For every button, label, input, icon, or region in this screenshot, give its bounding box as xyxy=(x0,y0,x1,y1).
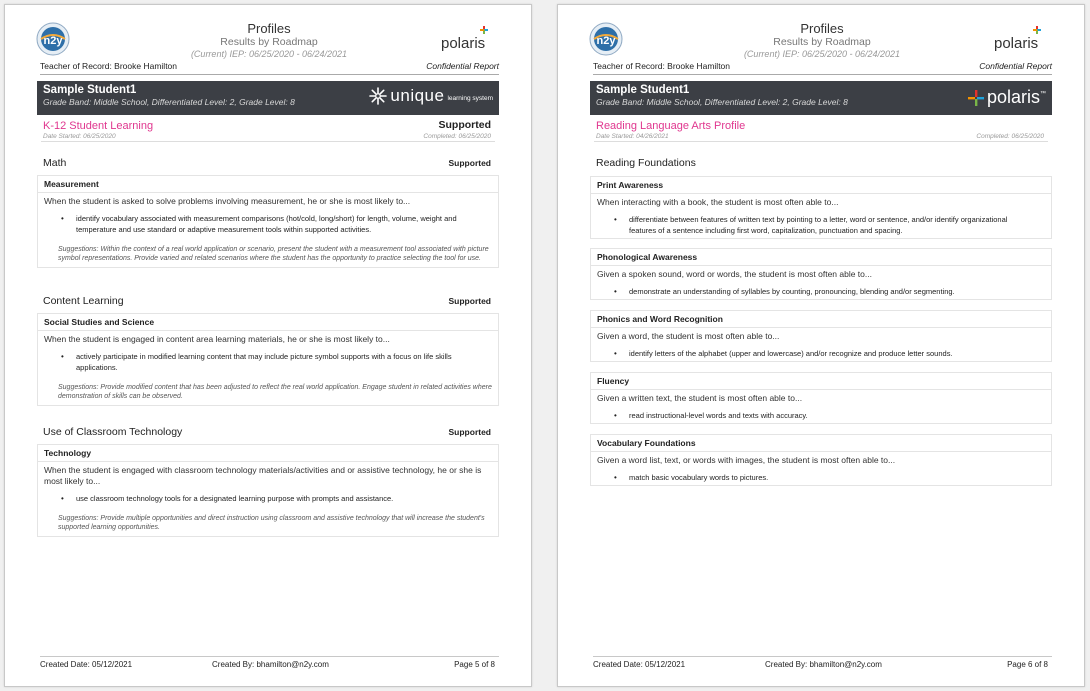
skill-list xyxy=(591,342,1051,361)
page-number: Page 6 of 8 xyxy=(1007,660,1048,669)
skill-list xyxy=(591,280,1051,299)
skill-list xyxy=(38,207,498,237)
iep-dates: (Current) IEP: 06/25/2020 - 06/24/2021 xyxy=(743,49,901,59)
skill-bullet: • use classroom technology tools for a designated learning purpose with prompts and assistance. xyxy=(68,493,468,504)
learning-area xyxy=(37,295,499,406)
skill-title: Phonics and Word Recognition xyxy=(591,311,1051,328)
skill-title: Measurement xyxy=(38,176,498,193)
skill-suggestion: Suggestions: Provide modified content that has been adjusted to reflect the real world application. Engage student in related activities where demonstration of skills can be observed. xyxy=(58,384,492,400)
skill-list xyxy=(591,208,1051,238)
area-header xyxy=(37,295,499,313)
report-title: Profiles xyxy=(800,21,844,36)
student-band xyxy=(37,81,499,115)
area-header xyxy=(37,426,499,444)
polaris-band-word: polaris xyxy=(986,87,1040,107)
skill-list xyxy=(591,404,1051,423)
report-page-6 xyxy=(557,4,1085,687)
polaris-logo-icon xyxy=(439,26,503,52)
n2y-logo-icon xyxy=(36,22,70,56)
created-date: Created Date: 05/12/2021 xyxy=(593,660,686,669)
svg-text:n2y: n2y xyxy=(43,35,63,47)
roadmap-row xyxy=(41,118,495,142)
skill-bullet: • read instructional-level words and texts with accuracy. xyxy=(621,410,1021,421)
snowflake-icon xyxy=(369,87,387,105)
teacher-of-record: Teacher of Record: Brooke Hamilton xyxy=(593,61,731,71)
unique-logo-tag: learning system xyxy=(447,94,493,102)
skill-stem: Given a word list, text, or words with images, the student is most often able to... xyxy=(597,455,896,465)
skill-box xyxy=(590,310,1052,362)
area-status: Supported xyxy=(448,427,491,437)
skill-box xyxy=(590,248,1052,300)
skill-bullet: • match basic vocabulary words to pictures. xyxy=(621,472,1021,483)
area-header xyxy=(590,157,1052,175)
learning-area xyxy=(37,426,499,537)
area-status: Supported xyxy=(448,158,491,168)
unique-logo xyxy=(369,86,493,106)
date-completed: Completed: 06/25/2020 xyxy=(976,133,1044,140)
svg-text:polaris: polaris xyxy=(994,35,1039,52)
skill-stem: Given a word, the student is most often able to... xyxy=(597,331,780,341)
report-subtitle: Results by Roadmap xyxy=(220,36,318,48)
skill-bullet: • identify letters of the alphabet (upper and lowercase) and/or recognize and produce letter sounds. xyxy=(621,348,1021,359)
iep-dates: (Current) IEP: 06/25/2020 - 06/24/2021 xyxy=(190,49,348,59)
area-status: Supported xyxy=(448,296,491,306)
roadmap-status: Supported xyxy=(438,119,491,131)
skill-box xyxy=(37,175,499,268)
teacher-line xyxy=(593,61,1052,75)
teacher-of-record: Teacher of Record: Brooke Hamilton xyxy=(40,61,178,71)
confidential-label: Confidential Report xyxy=(426,61,499,71)
teacher-line xyxy=(40,61,499,75)
report-header xyxy=(686,21,958,59)
polaris-star-icon xyxy=(968,90,984,106)
skill-list xyxy=(38,345,498,375)
svg-text:n2y: n2y xyxy=(596,35,616,47)
svg-text:polaris: polaris xyxy=(441,35,486,52)
area-name: Reading Foundations xyxy=(596,157,696,169)
skill-stem: Given a written text, the student is most often able to... xyxy=(597,393,803,403)
area-name: Content Learning xyxy=(43,295,124,307)
skill-stem: Given a spoken sound, word or words, the student is most often able to... xyxy=(597,269,872,279)
area-header xyxy=(37,157,499,175)
skill-title: Phonological Awareness xyxy=(591,249,1051,266)
skill-title: Technology xyxy=(38,445,498,462)
date-started: Date Started: 04/26/2021 xyxy=(596,133,669,140)
polaris-band-logo: polaris ™ xyxy=(968,87,1046,108)
student-name: Sample Student1 xyxy=(596,84,690,96)
skill-bullet: • actively participate in modified learning content that may include picture symbol supports with a focus on life skills applications. xyxy=(68,351,468,373)
report-subtitle: Results by Roadmap xyxy=(773,36,871,48)
skill-box xyxy=(590,176,1052,239)
created-date: Created Date: 05/12/2021 xyxy=(40,660,133,669)
report-header xyxy=(133,21,405,59)
skill-bullet: • demonstrate an understanding of syllables by counting, pronouncing, blending and/or segmenting. xyxy=(621,286,1021,297)
page-footer xyxy=(593,656,1052,670)
date-started: Date Started: 06/25/2020 xyxy=(43,133,116,140)
student-name: Sample Student1 xyxy=(43,84,137,96)
n2y-logo-icon xyxy=(589,22,623,56)
unique-logo-word: unique xyxy=(390,86,445,105)
skill-title: Print Awareness xyxy=(591,177,1051,194)
skill-stem: When the student is engaged in content area learning materials, he or she is most likely to... xyxy=(44,334,390,344)
area-name: Math xyxy=(43,157,67,169)
created-by: Created By: bhamilton@n2y.com xyxy=(765,660,882,669)
page-footer xyxy=(40,656,499,670)
learning-area xyxy=(590,157,1052,175)
confidential-label: Confidential Report xyxy=(979,61,1052,71)
skill-stem: When interacting with a book, the student is most often able to... xyxy=(597,197,839,207)
report-title: Profiles xyxy=(247,21,291,36)
skill-box xyxy=(590,434,1052,486)
skill-stem: When the student is engaged with classroom technology materials/activities and or assistive technology, he or she is most likely to... xyxy=(44,465,482,486)
page-number: Page 5 of 8 xyxy=(454,660,495,669)
student-band xyxy=(590,81,1052,115)
polaris-logo-icon xyxy=(992,26,1056,52)
roadmap-name: Reading Language Arts Profile xyxy=(596,120,746,132)
skill-title: Fluency xyxy=(591,373,1051,390)
student-grade: Grade Band: Middle School, Differentiated Level: 2, Grade Level: 8 xyxy=(596,97,848,107)
skill-list xyxy=(38,487,498,506)
skill-title: Vocabulary Foundations xyxy=(591,435,1051,452)
student-grade: Grade Band: Middle School, Differentiated Level: 2, Grade Level: 8 xyxy=(43,97,295,107)
skill-suggestion: Suggestions: Provide multiple opportunities and direct instruction using classroom and assistive technology that will increase the student's supported learning opportunities. xyxy=(58,515,485,531)
roadmap-row xyxy=(594,118,1048,142)
skill-stem: When the student is asked to solve problems involving measurement, he or she is most likely to... xyxy=(44,196,411,206)
skill-bullet: • identify vocabulary associated with measurement comparisons (hot/cold, long/short) for length, volume, weight and temperature and use standard or adaptive measurement tools within supported activities. xyxy=(68,213,468,235)
date-completed: Completed: 06/25/2020 xyxy=(423,133,491,140)
skill-list xyxy=(591,466,1051,485)
skill-box xyxy=(590,372,1052,424)
skill-box xyxy=(37,444,499,537)
area-name: Use of Classroom Technology xyxy=(43,426,183,438)
roadmap-name: K-12 Student Learning xyxy=(43,120,154,132)
skill-bullet: • differentiate between features of written text by pointing to a letter, word or sentence, and/or identify organizational features of a sentence including first word, capitalization, punctuation and spacing. xyxy=(621,214,1021,236)
report-page-5 xyxy=(4,4,532,687)
learning-area xyxy=(37,157,499,268)
skill-box xyxy=(37,313,499,406)
skill-title: Social Studies and Science xyxy=(38,314,498,331)
skill-suggestion: Suggestions: Within the context of a real world application or scenario, present the student with a measurement tool associated with picture symbol representations. Provide varied and related scenarios where the student has the opportunity to practice selecting the tool for use. xyxy=(58,246,489,262)
created-by: Created By: bhamilton@n2y.com xyxy=(212,660,329,669)
